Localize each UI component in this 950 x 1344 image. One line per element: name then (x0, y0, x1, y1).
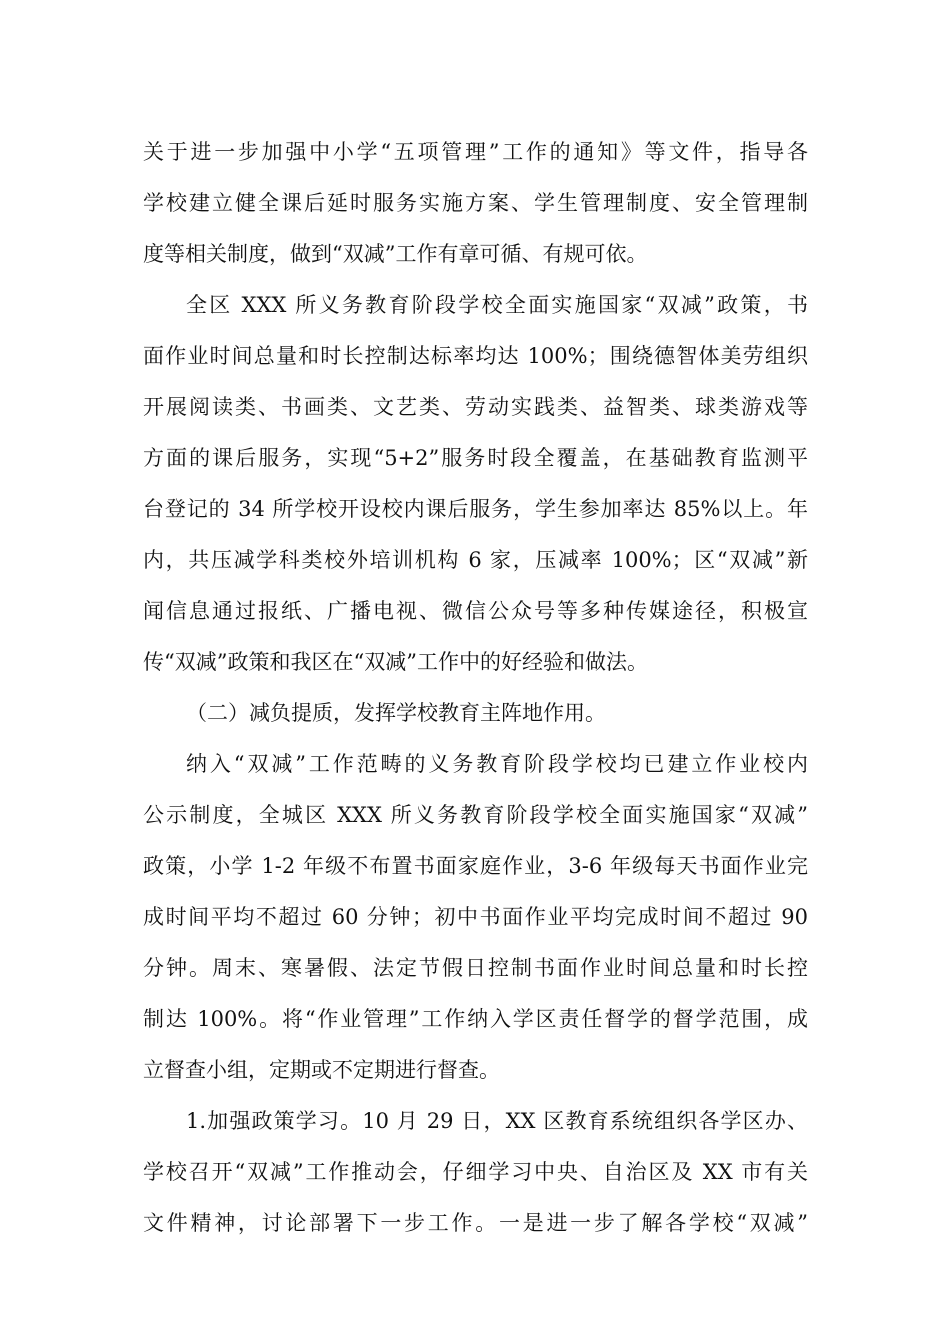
paragraph-2-line-5: 台登记的 34 所学校开设校内课后服务，学生参加率达 85%以上。年 (143, 497, 808, 521)
document-body (143, 127, 808, 1249)
paragraph-2-line-3: 开展阅读类、书画类、文艺类、劳动实践类、益智类、球类游戏等 (143, 395, 808, 419)
paragraph-1-line-3: 度等相关制度，做到“双减”工作有章可循、有规可依。 (143, 242, 648, 266)
paragraph-4-line-2: 学校召开“双减”工作推动会，仔细学习中央、自治区及 XX 市有关 (143, 1160, 808, 1184)
paragraph-3-line-5: 分钟。周末、寒暑假、法定节假日控制书面作业时间总量和时长控 (143, 956, 808, 980)
paragraph-4-line-1: 1.加强政策学习。10 月 29 日，XX 区教育系统组织各学区办、 (186, 1109, 808, 1133)
paragraph-1-line-2: 学校建立健全课后延时服务实施方案、学生管理制度、安全管理制 (143, 191, 808, 215)
paragraph-4-line-3: 文件精神，讨论部署下一步工作。一是进一步了解各学校“双减” (143, 1211, 808, 1235)
paragraph-2-line-6: 内，共压减学科类校外培训机构 6 家，压减率 100%；区“双减”新 (143, 548, 808, 572)
paragraph-3-line-4: 成时间平均不超过 60 分钟；初中书面作业平均完成时间不超过 90 (143, 905, 808, 929)
paragraph-2-line-7: 闻信息通过报纸、广播电视、微信公众号等多种传媒途径，积极宣 (143, 599, 808, 623)
paragraph-3-line-7: 立督查小组，定期或不定期进行督查。 (143, 1058, 500, 1082)
paragraph-2-line-1: 全区 XXX 所义务教育阶段学校全面实施国家“双减”政策，书 (186, 293, 808, 317)
paragraph-2-line-4: 方面的课后服务，实现“5+2”服务时段全覆盖，在基础教育监测平 (143, 446, 808, 470)
paragraph-1-line-1: 关于进一步加强中小学“五项管理”工作的通知》等文件，指导各 (143, 140, 808, 164)
section-heading: （二）减负提质，发挥学校教育主阵地作用。 (186, 701, 606, 725)
paragraph-2-line-8: 传“双减”政策和我区在“双减”工作中的好经验和做法。 (143, 650, 648, 674)
paragraph-3-line-3: 政策，小学 1-2 年级不布置书面家庭作业，3-6 年级每天书面作业完 (143, 854, 808, 878)
paragraph-3-line-6: 制达 100%。将“作业管理”工作纳入学区责任督学的督学范围，成 (143, 1007, 808, 1031)
paragraph-2-line-2: 面作业时间总量和时长控制达标率均达 100%；围绕德智体美劳组织 (143, 344, 808, 368)
paragraph-3-line-2: 公示制度，全城区 XXX 所义务教育阶段学校全面实施国家“双减” (143, 803, 808, 827)
paragraph-3-line-1: 纳入“双减”工作范畴的义务教育阶段学校均已建立作业校内 (186, 752, 808, 776)
